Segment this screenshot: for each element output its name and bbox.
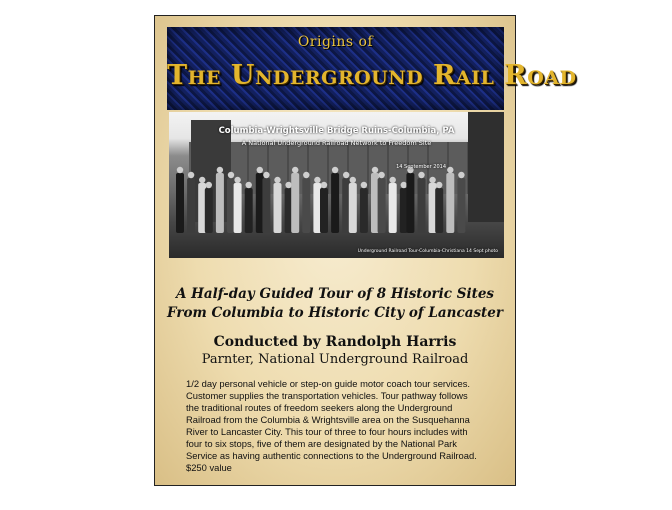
tour-flyer [154,15,577,486]
banner-title: The Underground Rail Road [167,60,577,91]
photo-caption-date: 14 September 2014 [396,164,446,170]
description-price: $250 value [186,462,232,473]
description-line: Railroad from the Columbia & Wrightsville area on the Susquehanna [186,414,470,425]
photo-caption-credit: Underground Railroad Tour-Columbia-Christiana 14 Sept photo [357,249,498,254]
description-line: the traditional routes of freedom seekers along the Underground [186,402,453,413]
title-banner [167,27,577,110]
description-line: 1/2 day personal vehicle or step-on guide motor coach tour services. [186,378,471,389]
tour-group-silhouettes [169,152,504,252]
photo-caption-title: Columbia-Wrightsville Bridge Ruins-Columbia, PA [218,126,455,136]
description [186,378,502,474]
description-line: River to Lancaster City. This tour of three to four hours includes with [186,426,468,437]
conducted-by: Conducted by Randolph Harris [213,334,457,350]
headline-line-1: A Half-day Guided Tour of 8 Historic Sites [175,286,495,302]
banner-origins-text: Origins of [297,34,374,50]
description-line: Service as having authentic connections to the Underground Railroad. [186,450,477,461]
description-line: Customer supplies the transportation vehicles. Tour pathway follows [186,390,468,401]
description-line: four to six stops, five of them are designated by the National Park [186,438,457,449]
group-photo [169,112,504,258]
partner-title: Parnter, National Underground Railroad [201,352,469,367]
photo-caption-subtitle: A National Underground Railroad Network to Freedom Site [241,139,432,147]
headline-line-2: From Columbia to Historic City of Lancaster [167,305,503,321]
